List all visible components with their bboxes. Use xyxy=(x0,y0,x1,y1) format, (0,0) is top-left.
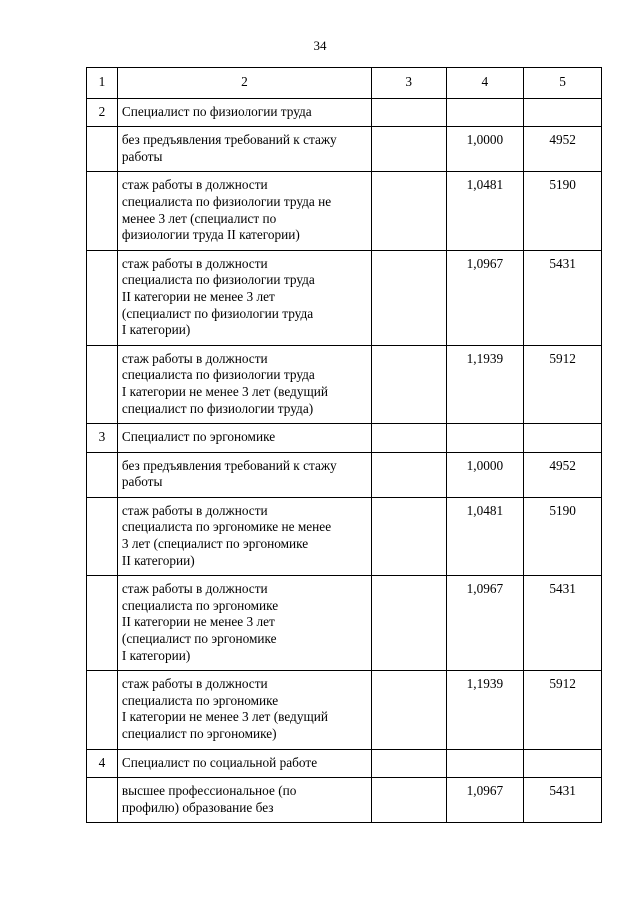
table-row xyxy=(87,576,602,671)
row-coefficient-cell: 1,1939 xyxy=(446,345,524,423)
row-number-cell: 3 xyxy=(87,424,118,453)
row-number-cell xyxy=(87,172,118,250)
header-cell-4: 4 xyxy=(446,68,524,99)
header-cell-3: 3 xyxy=(371,68,446,99)
row-column3-cell xyxy=(371,172,446,250)
row-description-cell: без предъявления требований к стажу работы xyxy=(117,452,371,497)
row-amount-cell: 5912 xyxy=(524,345,602,423)
row-description-cell: Специалист по социальной работе xyxy=(117,749,371,778)
row-description-cell: стаж работы в должности специалиста по эргономике I категории не менее 3 лет (ведущий специалист по эргономике) xyxy=(117,671,371,749)
table-row xyxy=(87,127,602,172)
row-column3-cell xyxy=(371,424,446,453)
header-cell-5: 5 xyxy=(524,68,602,99)
row-description-cell: стаж работы в должности специалиста по эргономике не менее 3 лет (специалист по эргономике II категории) xyxy=(117,497,371,575)
row-column3-cell xyxy=(371,98,446,127)
row-coefficient-cell: 1,0481 xyxy=(446,172,524,250)
row-column3-cell xyxy=(371,250,446,345)
table-row xyxy=(87,98,602,127)
row-amount-cell: 5431 xyxy=(524,778,602,823)
table-row xyxy=(87,497,602,575)
table-row xyxy=(87,749,602,778)
row-number-cell xyxy=(87,778,118,823)
table-row xyxy=(87,671,602,749)
row-column3-cell xyxy=(371,127,446,172)
row-number-cell xyxy=(87,452,118,497)
row-number-cell xyxy=(87,576,118,671)
row-description-cell: стаж работы в должности специалиста по физиологии труда не менее 3 лет (специалист по физиологии труда II категории) xyxy=(117,172,371,250)
row-coefficient-cell: 1,0000 xyxy=(446,452,524,497)
row-coefficient-cell: 1,0967 xyxy=(446,778,524,823)
row-description-cell: высшее профессиональное (по профилю) образование без xyxy=(117,778,371,823)
row-coefficient-cell: 1,0481 xyxy=(446,497,524,575)
table-row xyxy=(87,172,602,250)
row-number-cell xyxy=(87,345,118,423)
row-number-cell xyxy=(87,497,118,575)
table-body xyxy=(87,68,602,823)
row-description-cell: Специалист по физиологии труда xyxy=(117,98,371,127)
row-amount-cell: 5431 xyxy=(524,250,602,345)
row-column3-cell xyxy=(371,345,446,423)
row-description-cell: Специалист по эргономике xyxy=(117,424,371,453)
salary-table xyxy=(86,67,602,823)
row-amount-cell: 4952 xyxy=(524,127,602,172)
row-column3-cell xyxy=(371,576,446,671)
row-number-cell xyxy=(87,250,118,345)
header-cell-1: 1 xyxy=(87,68,118,99)
row-description-cell: без предъявления требований к стажу работы xyxy=(117,127,371,172)
row-coefficient-cell: 1,0967 xyxy=(446,250,524,345)
row-column3-cell xyxy=(371,671,446,749)
row-amount-cell: 4952 xyxy=(524,452,602,497)
row-column3-cell xyxy=(371,452,446,497)
row-description-cell: стаж работы в должности специалиста по эргономике II категории не менее 3 лет (специалист по эргономике I категории) xyxy=(117,576,371,671)
row-amount-cell xyxy=(524,98,602,127)
row-coefficient-cell: 1,0000 xyxy=(446,127,524,172)
row-column3-cell xyxy=(371,778,446,823)
header-cell-2: 2 xyxy=(117,68,371,99)
table-row xyxy=(87,778,602,823)
table-row xyxy=(87,452,602,497)
row-amount-cell xyxy=(524,424,602,453)
row-coefficient-cell xyxy=(446,424,524,453)
row-coefficient-cell xyxy=(446,98,524,127)
row-amount-cell: 5190 xyxy=(524,172,602,250)
row-number-cell: 2 xyxy=(87,98,118,127)
row-number-cell xyxy=(87,671,118,749)
row-coefficient-cell: 1,1939 xyxy=(446,671,524,749)
row-number-cell: 4 xyxy=(87,749,118,778)
table-row xyxy=(87,424,602,453)
row-description-cell: стаж работы в должности специалиста по физиологии труда II категории не менее 3 лет (специалист по физиологии труда I категории) xyxy=(117,250,371,345)
row-description-cell: стаж работы в должности специалиста по физиологии труда I категории не менее 3 лет (ведущий специалист по физиологии труда) xyxy=(117,345,371,423)
row-amount-cell: 5190 xyxy=(524,497,602,575)
row-coefficient-cell: 1,0967 xyxy=(446,576,524,671)
row-column3-cell xyxy=(371,749,446,778)
row-number-cell xyxy=(87,127,118,172)
row-amount-cell: 5431 xyxy=(524,576,602,671)
row-column3-cell xyxy=(371,497,446,575)
table-row xyxy=(87,345,602,423)
row-amount-cell xyxy=(524,749,602,778)
table-row xyxy=(87,250,602,345)
table-header-row xyxy=(87,68,602,99)
page-number: 34 xyxy=(313,38,327,53)
row-coefficient-cell xyxy=(446,749,524,778)
row-amount-cell: 5912 xyxy=(524,671,602,749)
